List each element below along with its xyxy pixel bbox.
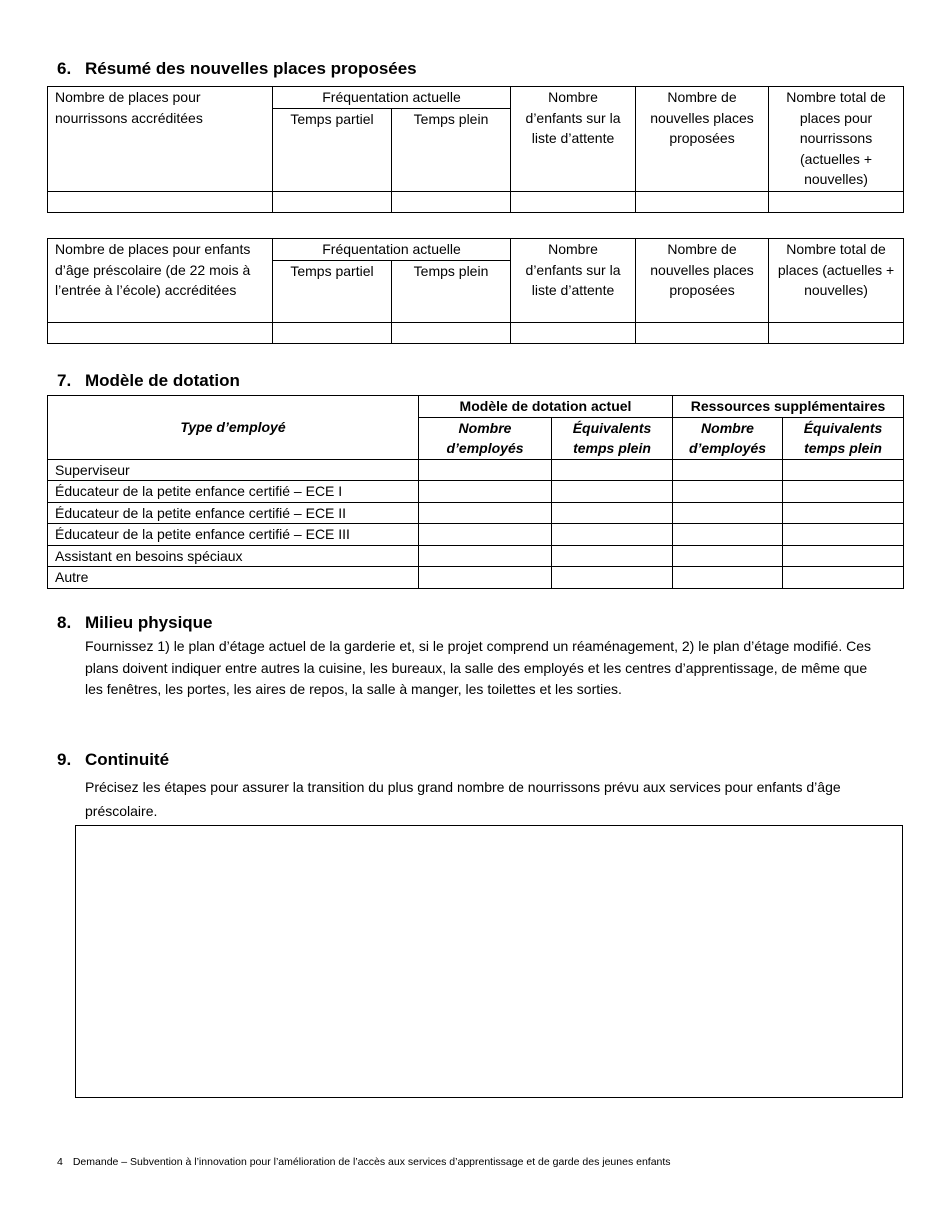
preschool-new-places-header: Nombre de nouvelles places proposées xyxy=(636,239,769,323)
current-employees-cell[interactable] xyxy=(419,524,552,546)
additional-fte-cell[interactable] xyxy=(783,502,904,524)
additional-resources-header: Ressources supplémentaires xyxy=(673,396,904,418)
current-employees-cell[interactable] xyxy=(419,502,552,524)
section-9-heading: 9. Continuité xyxy=(57,750,170,769)
infant-full-time-cell[interactable] xyxy=(392,192,511,213)
employee-type-label: Éducateur de la petite enfance certifié – ECE I xyxy=(48,481,419,503)
preschool-places-cell[interactable] xyxy=(48,323,273,344)
infant-full-time-header: Temps plein xyxy=(392,109,511,192)
employee-type-label: Assistant en besoins spéciaux xyxy=(48,545,419,567)
infant-total-header: Nombre total de places pour nourrissons (actuelles + nouvelles) xyxy=(769,87,904,192)
current-fte-cell[interactable] xyxy=(552,567,673,589)
additional-employees-cell[interactable] xyxy=(673,459,783,481)
preschool-full-time-cell[interactable] xyxy=(392,323,511,344)
employee-type-label: Éducateur de la petite enfance certifié – ECE II xyxy=(48,502,419,524)
section-6-heading: 6. Résumé des nouvelles places proposées xyxy=(57,59,417,78)
infant-places-cell[interactable] xyxy=(48,192,273,213)
preschool-waitlist-header: Nombre d’enfants sur la liste d’attente xyxy=(511,239,636,323)
page-footer xyxy=(57,1156,671,1168)
current-employees-cell[interactable] xyxy=(419,481,552,503)
current-model-header: Modèle de dotation actuel xyxy=(419,396,673,418)
infant-input-row xyxy=(48,192,904,213)
preschool-total-cell[interactable] xyxy=(769,323,904,344)
infant-part-time-cell[interactable] xyxy=(273,192,392,213)
current-employees-cell[interactable] xyxy=(419,545,552,567)
section-8-heading: 8. Milieu physique xyxy=(57,613,213,632)
section-7-heading: 7. Modèle de dotation xyxy=(57,371,240,390)
preschool-waitlist-cell[interactable] xyxy=(511,323,636,344)
preschool-part-time-header: Temps partiel xyxy=(273,261,392,323)
employee-type-header: Type d’employé xyxy=(48,396,419,460)
additional-fte-cell[interactable] xyxy=(783,524,904,546)
additional-fte-cell[interactable] xyxy=(783,545,904,567)
table-row xyxy=(48,481,904,503)
employee-type-label: Superviseur xyxy=(48,459,419,481)
continuity-answer-box[interactable] xyxy=(75,825,903,1098)
preschool-input-row xyxy=(48,323,904,344)
current-fte-cell[interactable] xyxy=(552,502,673,524)
current-employees-cell[interactable] xyxy=(419,567,552,589)
preschool-attendance-header: Fréquentation actuelle xyxy=(273,239,511,261)
current-fte-cell[interactable] xyxy=(552,524,673,546)
additional-employees-cell[interactable] xyxy=(673,524,783,546)
current-employees-cell[interactable] xyxy=(419,459,552,481)
table-row xyxy=(48,459,904,481)
section-8-text: Fournissez 1) le plan d’étage actuel de la garderie et, si le projet comprend un réaménagement, 2) le plan d’étage modifié. Ces plans doivent indiquer entre autres la cuisine, les bureaux, la salle des employés et les centres d’apprentissage, de même que les fenêtres, les portes, les aires de repos, la salle à manger, les toilettes et les sorties. xyxy=(85,638,872,697)
current-employees-header: Nombre d’employés xyxy=(419,417,552,459)
preschool-part-time-cell[interactable] xyxy=(273,323,392,344)
current-fte-header: Équivalents temps plein xyxy=(552,417,673,459)
infant-attendance-header: Fréquentation actuelle xyxy=(273,87,511,109)
employee-type-label: Autre xyxy=(48,567,419,589)
preschool-places-header: Nombre de places pour enfants d’âge préscolaire (de 22 mois à l’entrée à l’école) accréditées xyxy=(48,239,273,323)
table-row xyxy=(48,545,904,567)
section-9-text: Précisez les étapes pour assurer la transition du plus grand nombre de nourrissons prévu aux services pour enfants d’âge préscolaire. xyxy=(85,779,841,819)
infant-new-places-cell[interactable] xyxy=(636,192,769,213)
preschool-total-header: Nombre total de places (actuelles + nouvelles) xyxy=(769,239,904,323)
additional-employees-cell[interactable] xyxy=(673,502,783,524)
additional-employees-cell[interactable] xyxy=(673,567,783,589)
additional-fte-cell[interactable] xyxy=(783,481,904,503)
employee-type-label: Éducateur de la petite enfance certifié – ECE III xyxy=(48,524,419,546)
infant-total-cell[interactable] xyxy=(769,192,904,213)
footer-text: Demande – Subvention à l’innovation pour l’amélioration de l’accès aux services d’apprentissage et de garde des jeunes enfants xyxy=(72,1156,671,1168)
additional-fte-cell[interactable] xyxy=(783,567,904,589)
table-row xyxy=(48,524,904,546)
current-fte-cell[interactable] xyxy=(552,481,673,503)
additional-fte-cell[interactable] xyxy=(783,459,904,481)
preschool-places-table xyxy=(47,238,904,344)
page-number: 4 xyxy=(57,1156,63,1168)
additional-fte-header: Équivalents temps plein xyxy=(783,417,904,459)
staffing-table xyxy=(47,395,904,589)
infant-places-table xyxy=(47,86,904,213)
infant-waitlist-header: Nombre d’enfants sur la liste d’attente xyxy=(511,87,636,192)
table-row xyxy=(48,567,904,589)
infant-places-header: Nombre de places pour nourrissons accréditées xyxy=(48,87,273,192)
current-fte-cell[interactable] xyxy=(552,545,673,567)
infant-new-places-header: Nombre de nouvelles places proposées xyxy=(636,87,769,192)
infant-part-time-header: Temps partiel xyxy=(273,109,392,192)
table-row xyxy=(48,502,904,524)
infant-waitlist-cell[interactable] xyxy=(511,192,636,213)
additional-employees-cell[interactable] xyxy=(673,481,783,503)
preschool-new-places-cell[interactable] xyxy=(636,323,769,344)
additional-employees-header: Nombre d’employés xyxy=(673,417,783,459)
additional-employees-cell[interactable] xyxy=(673,545,783,567)
current-fte-cell[interactable] xyxy=(552,459,673,481)
preschool-full-time-header: Temps plein xyxy=(392,261,511,323)
